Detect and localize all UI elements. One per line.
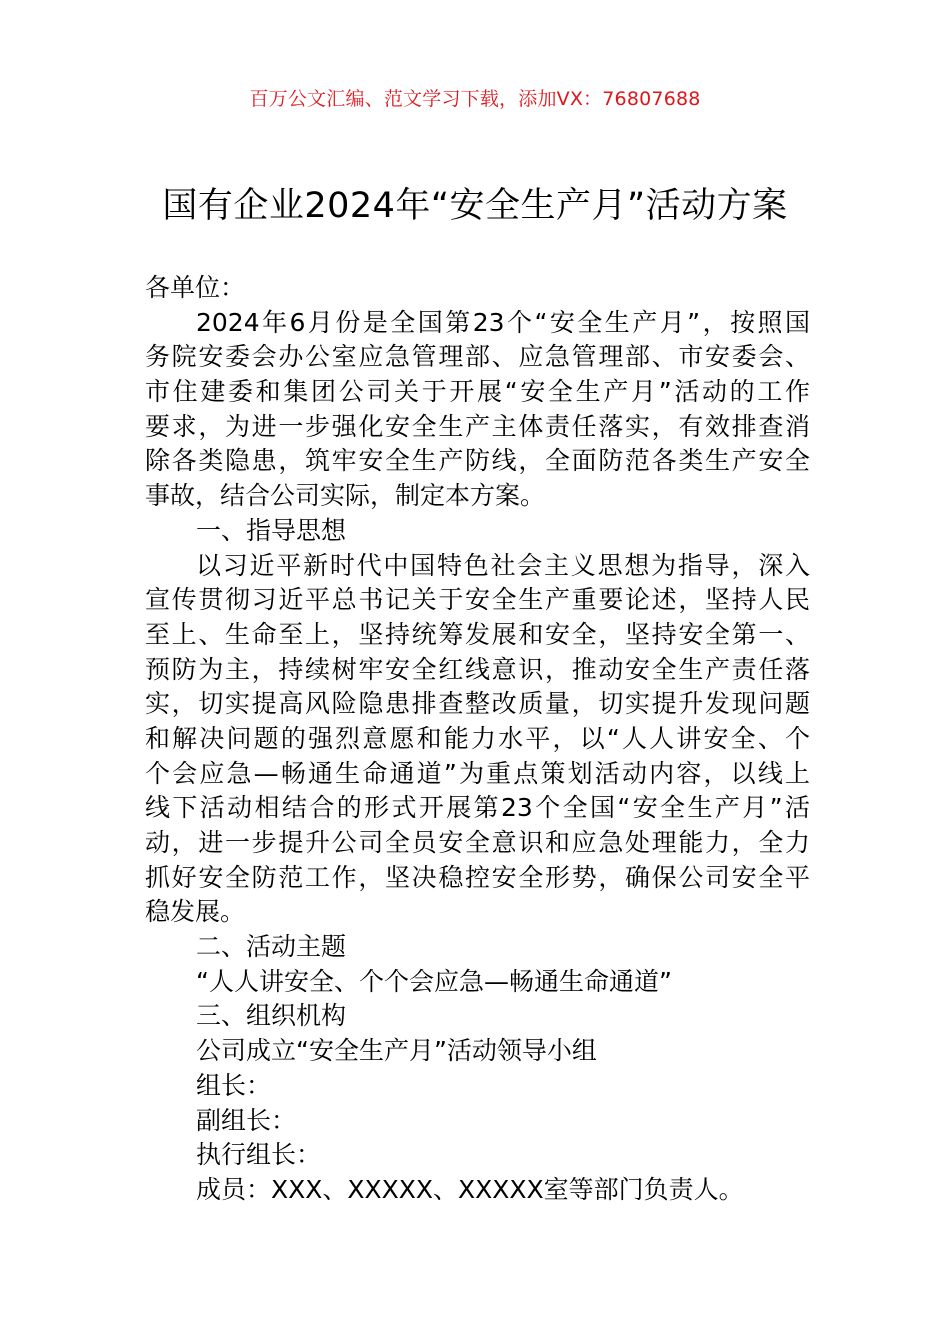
paragraph-line: 除各类隐患，筑牢安全生产防线，全面防范各类生产安全: [145, 446, 810, 476]
paragraph-line: 以习近平新时代中国特色社会主义思想为指导，深入: [196, 550, 810, 580]
intro-paragraph: [145, 306, 810, 514]
section-heading-organization: 三、组织机构: [196, 1001, 347, 1031]
paragraph-line: 线下活动相结合的形式开展第23个全国“安全生产月”活: [145, 793, 810, 823]
paragraph-line: 市住建委和集团公司关于开展“安全生产月”活动的工作: [145, 377, 810, 407]
section-heading-guiding-ideology: 一、指导思想: [196, 515, 347, 545]
paragraph-line: 2024年6月份是全国第23个“安全生产月”，按照国: [196, 307, 810, 337]
document-title: 国有企业2024年“安全生产月”活动方案: [162, 186, 788, 226]
paragraph-line: 动，进一步提升公司全员安全意识和应急处理能力，全力: [145, 828, 810, 857]
paragraph-line: 和解决问题的强烈意愿和能力水平，以“人人讲安全、个: [145, 723, 810, 753]
watermark-banner: 百万公文汇编、范文学习下载，添加VX：76807688: [249, 88, 701, 110]
organization-list: [145, 1034, 810, 1207]
members-field: 成员：XXX、XXXXX、XXXXX室等部门负责人。: [196, 1174, 744, 1204]
document-body: [145, 271, 810, 1208]
organization-intro: 公司成立“安全生产月”活动领导小组: [196, 1036, 597, 1066]
paragraph-line: 稳发展。: [145, 897, 246, 927]
paragraph-line: 预防为主，持续树牢安全红线意识，推动安全生产责任落: [145, 654, 810, 684]
paragraph-line: 要求，为进一步强化安全生产主体责任落实，有效排查消: [145, 411, 810, 441]
salutation: 各单位：: [145, 273, 246, 302]
paragraph-line: 务院安委会办公室应急管理部、应急管理部、市安委会、: [145, 342, 810, 372]
deputy-leader-field: 副组长：: [196, 1105, 297, 1135]
group-leader-field: 组长：: [196, 1070, 272, 1100]
paragraph-line: 事故，结合公司实际，制定本方案。: [145, 481, 546, 511]
paragraph-line: 至上、生命至上，坚持统筹发展和安全，坚持安全第一、: [145, 619, 810, 649]
paragraph-line: 实，切实提高风险隐患排查整改质量，切实提升发现问题: [145, 689, 810, 719]
paragraph-line: 宣传贯彻习近平总书记关于安全生产重要论述，坚持人民: [145, 585, 810, 615]
guiding-ideology-paragraph: [145, 549, 810, 931]
paragraph-line: 个会应急—畅通生命通道”为重点策划活动内容，以线上: [145, 758, 810, 788]
paragraph-line: 抓好安全防范工作，坚决稳控安全形势，确保公司安全平: [145, 862, 810, 892]
executive-leader-field: 执行组长：: [196, 1140, 322, 1170]
activity-theme-text: “人人讲安全、个个会应急—畅通生命通道”: [196, 966, 672, 996]
section-heading-activity-theme: 二、活动主题: [196, 932, 347, 962]
